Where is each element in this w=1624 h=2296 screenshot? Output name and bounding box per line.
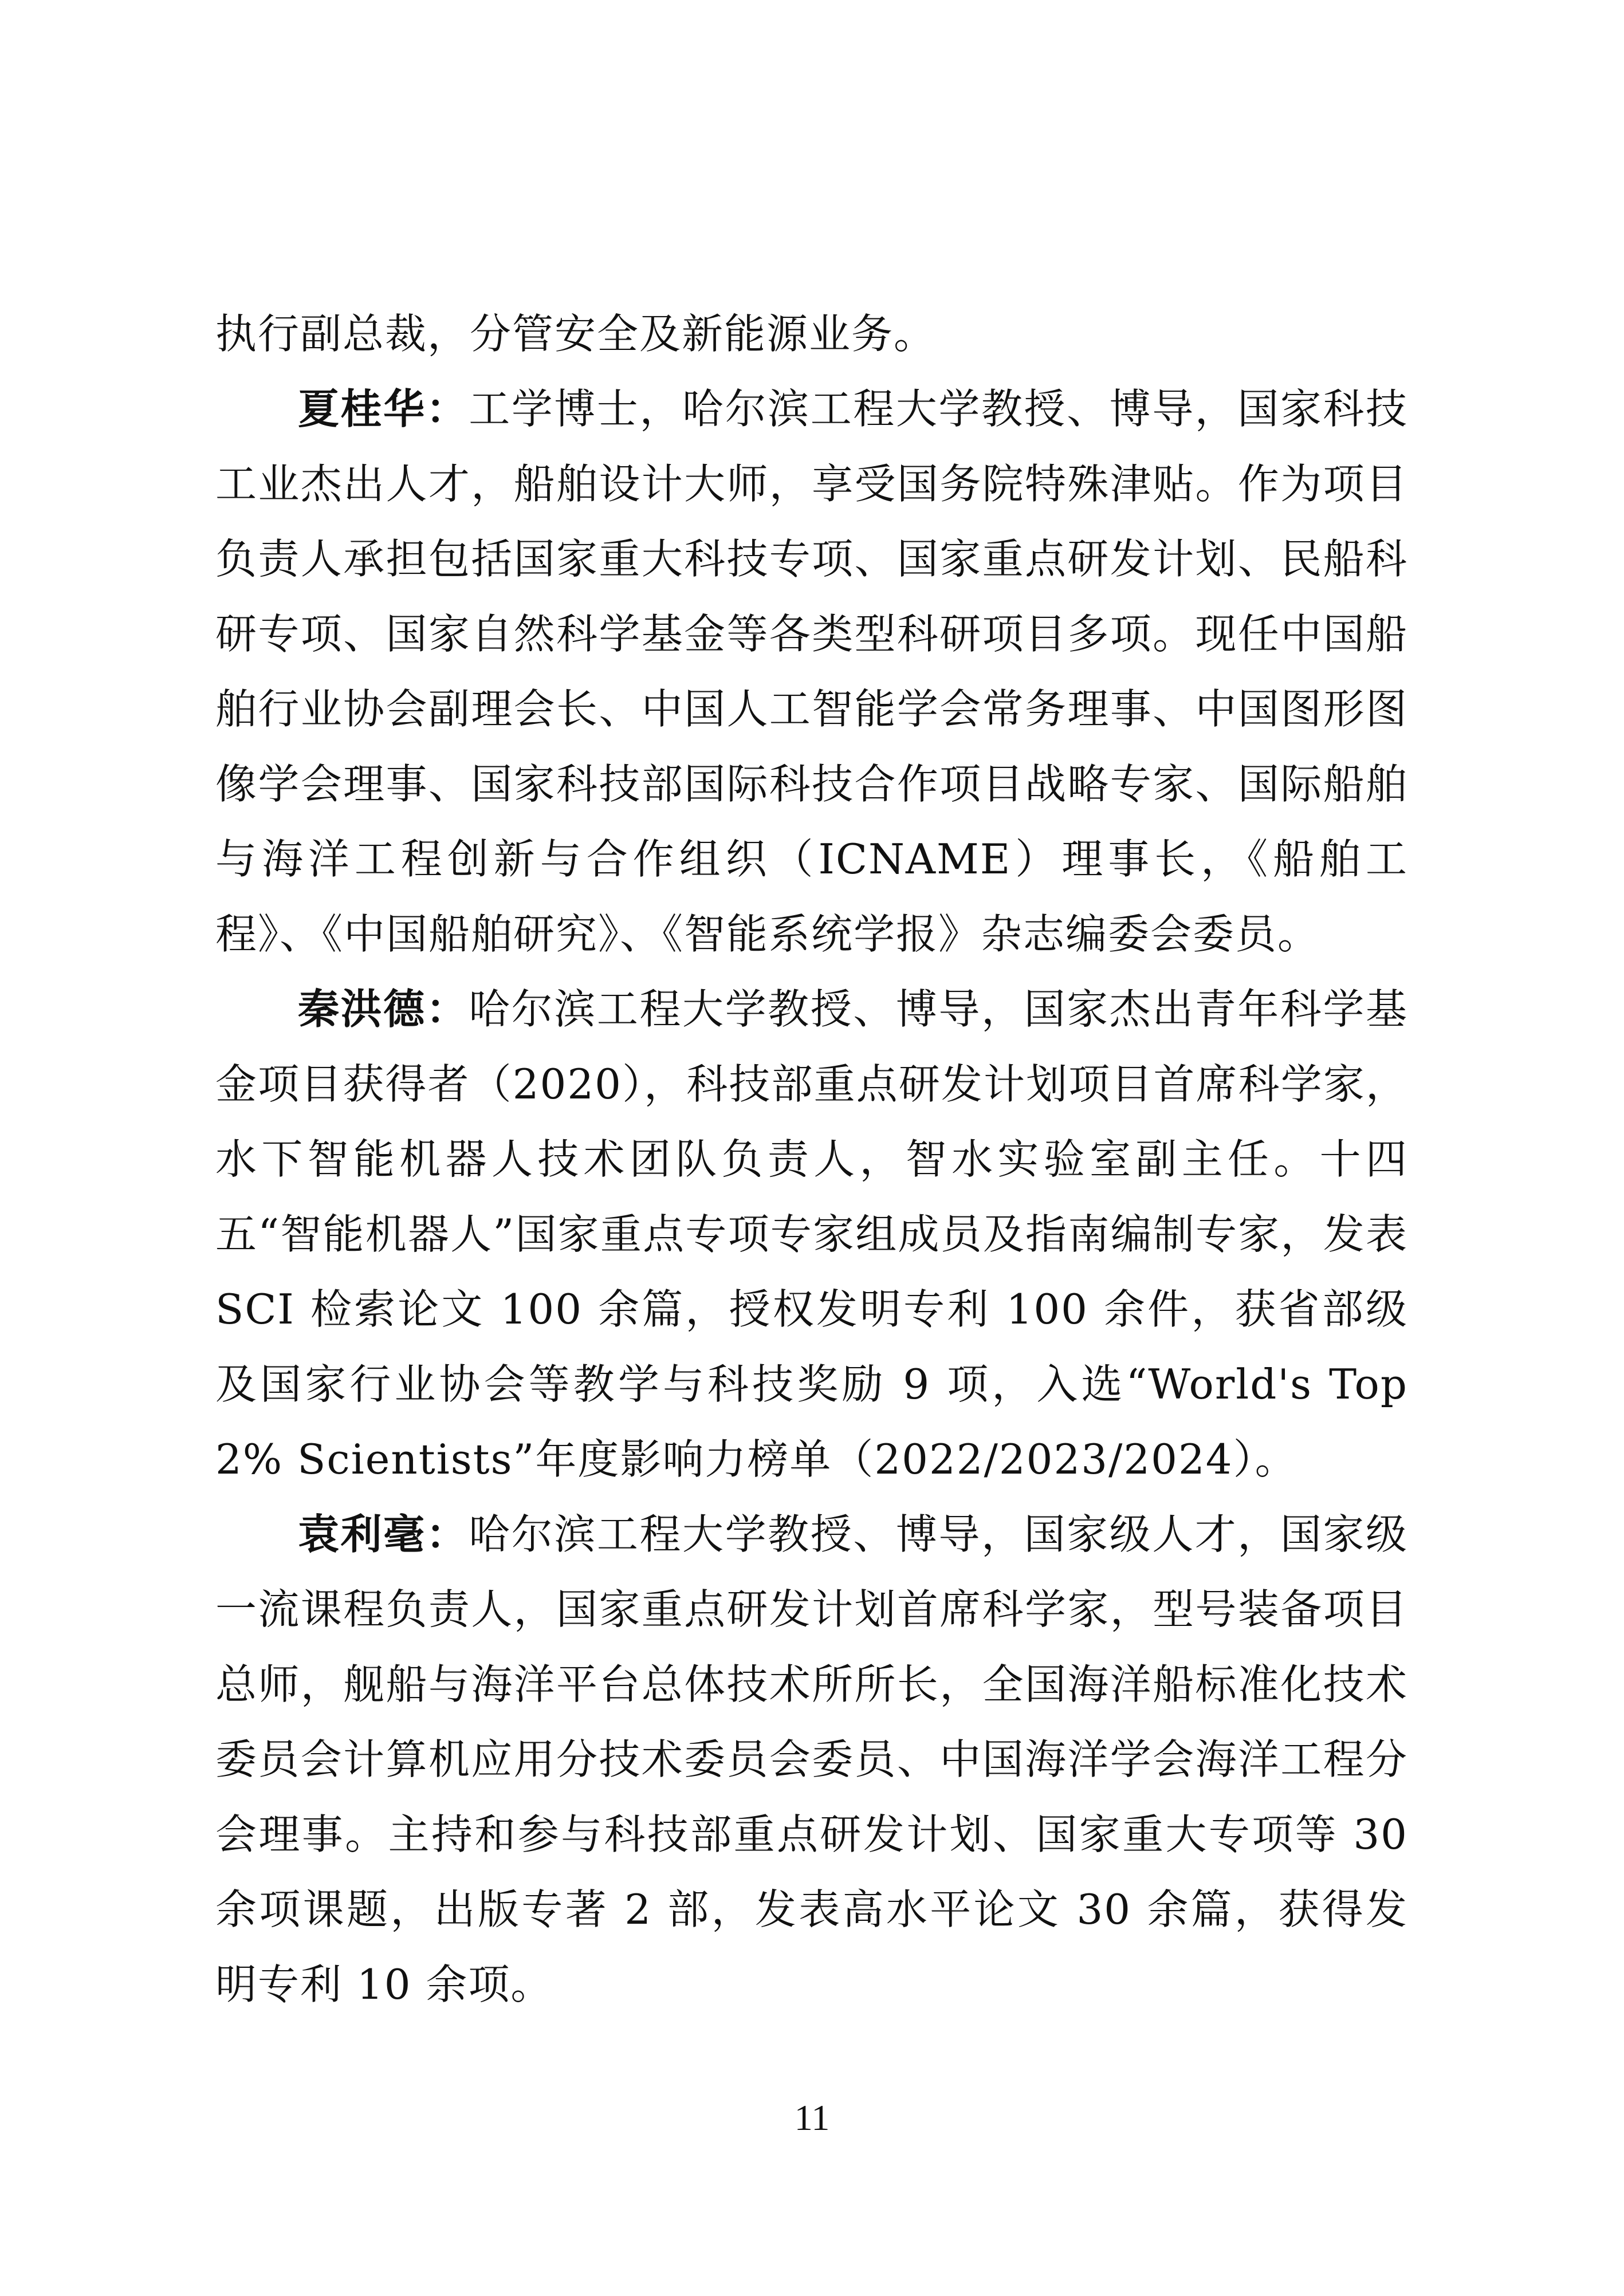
bio-yuan-lihao xyxy=(215,1497,1408,2022)
bio-qin-hongde xyxy=(215,972,1408,1497)
bio-text: 哈尔滨工程大学教授、博导，国家级人才，国家级一流课程负责人，国家重点研发计划首席科学家，型号装备项目总师，舰船与海洋平台总体技术所所长，全国海洋船标准化技术委员会计算机应用分技术委员会委员、中国海洋学会海洋工程分会理事。主持和参与科技部重点研发计划、国家重大专项等 30 余项课题，出版专著 2 部，发表高水平论文 30 余篇，获得发明专利 10 余项。 xyxy=(215,1510,1408,2008)
bio-text: 工学博士，哈尔滨工程大学教授、博导，国家科技工业杰出人才，船舶设计大师，享受国务院特殊津贴。作为项目负责人承担包括国家重大科技专项、国家重点研发计划、民船科研专项、国家自然科学基金等各类型科研项目多项。现任中国船舶行业协会副理会长、中国人工智能学会常务理事、中国图形图像学会理事、国家科技部国际科技合作项目战略专家、国际船舶与海洋工程创新与合作组织（ICNAME）理事长，《船舶工程》、《中国船舶研究》、《智能系统学报》杂志编委会委员。 xyxy=(215,385,1408,958)
paragraph-text: 执行副总裁，分管安全及新能源业务。 xyxy=(215,310,937,358)
bio-name: 袁利毫： xyxy=(298,1510,469,1558)
bio-text: 哈尔滨工程大学教授、博导，国家杰出青年科学基金项目获得者（2020），科技部重点研发计划项目首席科学家，水下智能机器人技术团队负责人，智水实验室副主任。十四五“智能机器人”国家重点专项专家组成员及指南编制专家，发表 SCI 检索论文 100 余篇，授权发明专利 100 余件，获省部级及国家行业协会等教学与科技奖励 9 项，入选“World's Top 2% Scientists”年度影响力榜单（2022/2023/2024）。 xyxy=(215,985,1408,1483)
paragraph-continuation xyxy=(215,297,1408,372)
document-body xyxy=(215,297,1408,2022)
bio-xia-guihua xyxy=(215,372,1408,972)
bio-name: 秦洪德： xyxy=(298,985,469,1033)
page-number: 11 xyxy=(794,2097,830,2138)
bio-name: 夏桂华： xyxy=(298,385,469,433)
